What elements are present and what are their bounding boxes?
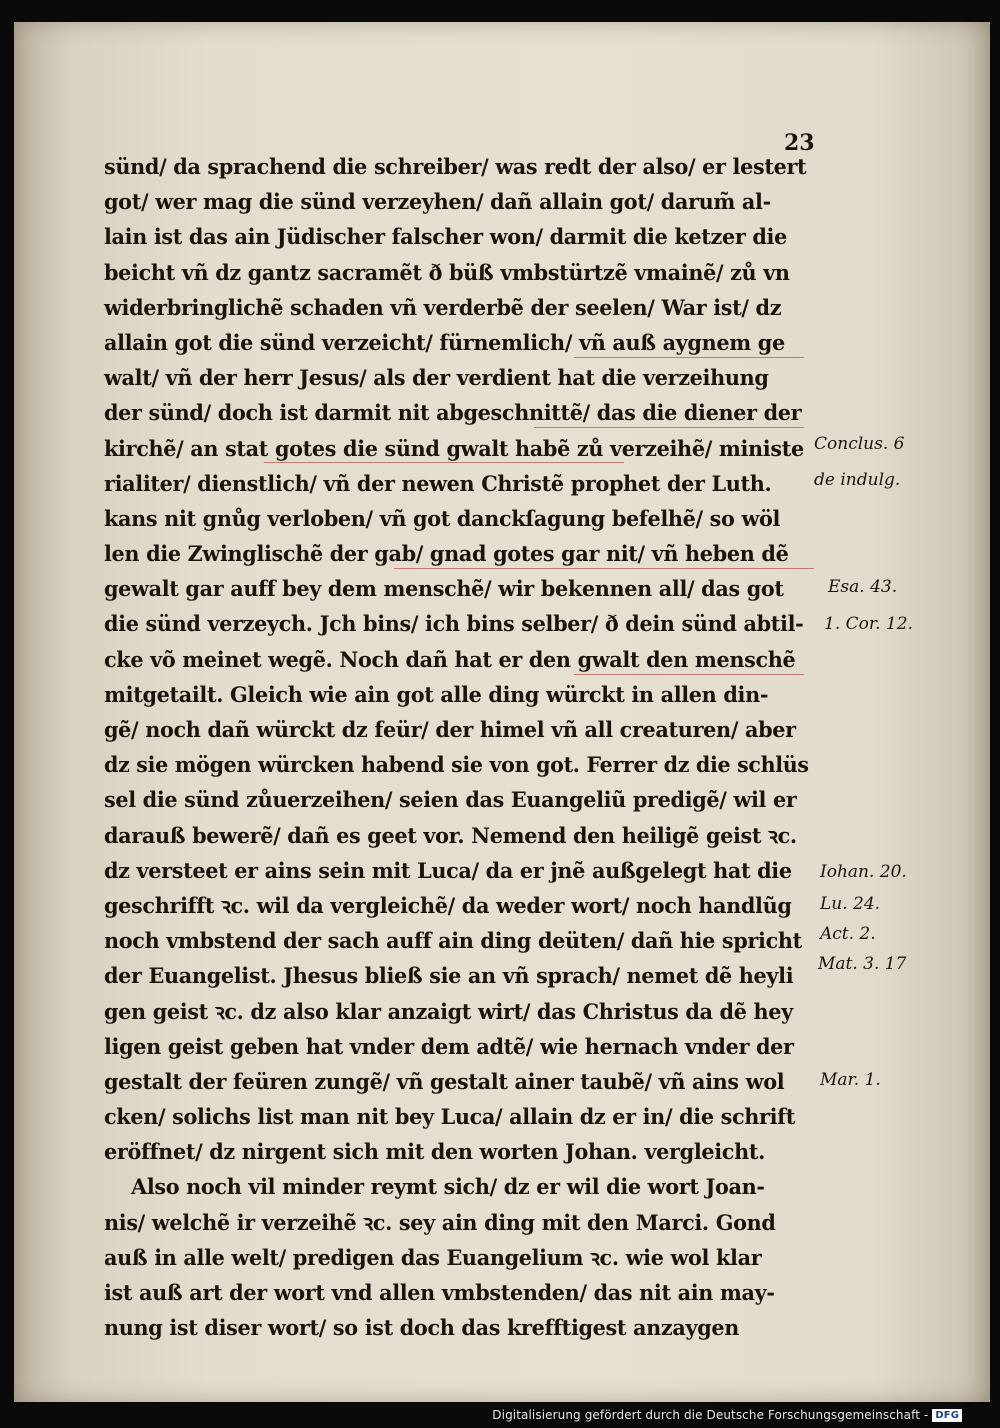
- text-line: lain ist das ain Jüdischer falscher won/ darmit die ketzer die: [104, 225, 787, 251]
- text-line: darauß bewerẽ/ dañ es geet vor. Nemend den heiligẽ geist ꝛc.: [104, 823, 797, 849]
- text-line: cken/ solichs list man nit bey Luca/ allain dz er in/ die schrift: [104, 1105, 796, 1131]
- text-line: der Euangelist. Jhesus bließ sie an vñ sprach/ nemet dẽ heyli: [104, 964, 794, 990]
- text-line: dz versteet er ains sein mit Luca/ da er jnẽ außgelegt hat die: [104, 858, 792, 884]
- text-line: gen geist ꝛc. dz also klar anzaigt wirt/ das Christus da dẽ hey: [104, 999, 793, 1025]
- red-ink-underline: [534, 427, 804, 428]
- marginal-note: Esa. 43.: [828, 577, 898, 597]
- text-line: nis/ welchẽ ir verzeihẽ ꝛc. sey ain ding mit den Marci. Gond: [104, 1210, 776, 1236]
- text-line: gestalt der feüren zungẽ/ vñ gestalt ainer taubẽ/ vñ ains wol: [104, 1069, 785, 1095]
- text-line: beicht vñ dz gantz sacramẽt ð büß vmbstürtzẽ vmainẽ/ zů vn: [104, 260, 790, 286]
- text-line: gewalt gar auff bey dem menschẽ/ wir bekennen all/ das got: [104, 577, 784, 603]
- text-line: ist auß art der wort vnd allen vmbstenden/ das nit ain may-: [104, 1281, 775, 1306]
- marginal-note: de indulg.: [814, 470, 901, 490]
- marginal-note: 1. Cor. 12.: [824, 614, 913, 634]
- text-line: widerbringlichẽ schaden vñ verderbẽ der seelen/ War ist/ dz: [104, 295, 782, 321]
- book-page: [14, 22, 990, 1402]
- text-line: gẽ/ noch dañ würckt dz feür/ der himel vñ all creaturen/ aber: [104, 718, 796, 743]
- text-line: walt/ vñ der herr Jesus/ als der verdient hat die verzeihung: [104, 366, 769, 392]
- text-line: dz sie mögen würcken habend sie von got. Ferrer dz die schlüs: [104, 753, 809, 779]
- marginal-note: Mar. 1.: [820, 1070, 881, 1090]
- page-number: 23: [784, 130, 815, 156]
- marginal-note: Act. 2.: [820, 924, 876, 944]
- red-ink-underline: [574, 357, 804, 358]
- red-ink-underline: [574, 674, 804, 675]
- marginal-note: Iohan. 20.: [820, 862, 907, 882]
- text-line: cke võ meinet wegẽ. Noch dañ hat er den gwalt den menschẽ: [104, 647, 796, 673]
- text-line: nung ist diser wort/ so ist doch das krefftigest anzaygen: [104, 1316, 740, 1342]
- text-line: sünd/ da sprachend die schreiber/ was redt der also/ er lestert: [104, 155, 807, 180]
- marginal-note: Lu. 24.: [820, 894, 881, 914]
- text-line: Also noch vil minder reymt sich/ dz er wil die wort Joan-: [131, 1175, 765, 1201]
- text-line: ligen geist geben hat vnder dem adtẽ/ wie hernach vnder der: [104, 1034, 794, 1060]
- text-line: eröffnet/ dz nirgent sich mit den worten Johan. vergleicht.: [104, 1140, 766, 1166]
- text-line: geschrifft ꝛc. wil da vergleichẽ/ da weder wort/ noch handlũg: [104, 893, 792, 919]
- dfg-logo-icon: DFG: [932, 1409, 962, 1422]
- text-line: noch vmbstend der sach auff ain ding deüten/ dañ hie spricht: [104, 929, 802, 955]
- text-line: allain got die sünd verzeicht/ fürnemlich/ vñ auß aygnem ge: [104, 330, 785, 356]
- text-line: mitgetailt. Gleich wie ain got alle ding würckt in allen din-: [104, 682, 769, 708]
- digitization-credit: [492, 1408, 962, 1422]
- text-line: auß in alle welt/ predigen das Euangelium ꝛc. wie wol klar: [104, 1245, 762, 1271]
- marginal-note: Conclus. 6: [814, 434, 905, 454]
- credit-text: Digitalisierung gefördert durch die Deutsche Forschungsgemeinschaft -: [492, 1408, 929, 1422]
- red-ink-underline: [264, 462, 624, 463]
- text-line: sel die sünd zůuerzeihen/ seien das Euangeliũ predigẽ/ wil er: [104, 788, 797, 814]
- marginal-note: Mat. 3. 17: [818, 954, 907, 974]
- red-ink-underline: [394, 568, 814, 569]
- text-line: len die Zwinglischẽ der gab/ gnad gotes gar nit/ vñ heben dẽ: [104, 542, 789, 568]
- text-line: got/ wer mag die sünd verzeyhen/ dañ allain got/ darum̃ al-: [104, 190, 771, 216]
- text-line: kans nit gnůg verloben/ vñ got danckſagung befelhẽ/ so wöl: [104, 506, 781, 532]
- text-line: der sünd/ doch ist darmit nit abgeschnittẽ/ das die diener der: [104, 401, 802, 427]
- text-line: die sünd verzeych. Jch bins/ ich bins selber/ ð dein sünd abtil-: [104, 612, 804, 638]
- text-line: kirchẽ/ an stat gotes die sünd gwalt habẽ zů verzeihẽ/ ministe: [104, 436, 804, 462]
- text-line: rialiter/ dienstlich/ vñ der newen Christẽ prophet der Luth.: [104, 471, 772, 497]
- body-text: [104, 150, 834, 1346]
